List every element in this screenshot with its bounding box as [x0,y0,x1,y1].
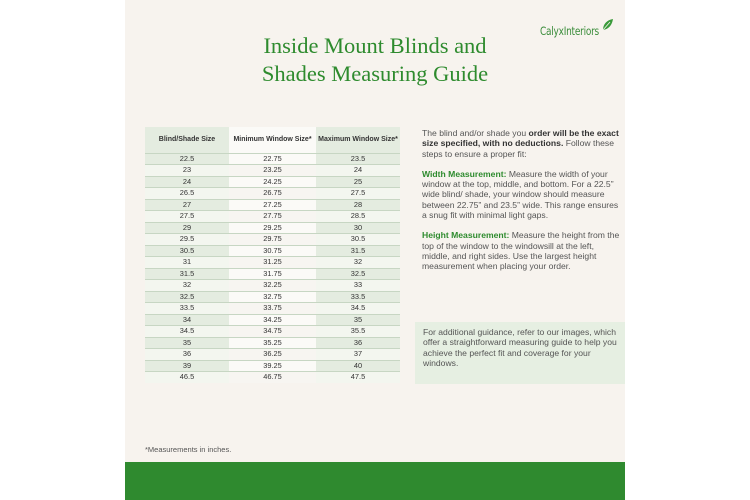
table-cell: 35.5 [316,326,400,338]
height-paragraph [422,230,620,271]
table-cell: 34.25 [229,314,316,326]
table-row [145,303,400,315]
table-cell: 36 [145,349,229,361]
table-cell: 34.75 [229,326,316,338]
table-cell: 35 [145,337,229,349]
table-cell: 34.5 [145,326,229,338]
title-line-1: Inside Mount Blinds and [263,33,487,58]
footnote: *Measurements in inches. [145,445,232,454]
table-cell: 23 [145,165,229,177]
table-cell: 40 [316,360,400,372]
header-blind-size [145,127,229,153]
table-cell: 31.5 [316,245,400,257]
table-row [145,165,400,177]
table-cell: 34.5 [316,303,400,315]
table-cell: 26.5 [145,188,229,200]
table-cell: 23.25 [229,165,316,177]
table-cell: 46.5 [145,372,229,383]
table-row [145,153,400,165]
title-line-2: Shades Measuring Guide [261,61,489,86]
table-cell: 39 [145,360,229,372]
table-cell: 33 [316,280,400,292]
table-cell: 31.5 [145,268,229,280]
table-cell: 28 [316,199,400,211]
table-cell: 27.5 [145,211,229,223]
header-max-window [316,127,400,153]
table-row [145,176,400,188]
table-cell: 30.75 [229,245,316,257]
leaf-icon [600,18,614,32]
table-row [145,257,400,269]
table-cell: 24 [145,176,229,188]
table-cell: 35 [316,314,400,326]
table-row [145,349,400,361]
table-cell: 32.25 [229,280,316,292]
logo-text: CalyxInteriors [540,24,599,38]
footer-bar [125,462,625,500]
table-cell: 24.25 [229,176,316,188]
table-cell: 29.75 [229,234,316,246]
height-heading: Height Measurement: [422,230,510,241]
table-cell: 36.25 [229,349,316,361]
table-row [145,245,400,257]
table-row [145,234,400,246]
intro-paragraph [422,128,620,159]
table-cell: 27.75 [229,211,316,223]
intro-text-end: Follow these steps to ensure a proper fit: [422,138,614,159]
table-row [145,222,400,234]
table-row [145,314,400,326]
table-cell: 34 [145,314,229,326]
table-cell: 32.5 [145,291,229,303]
table-cell: 26.75 [229,188,316,200]
table-cell: 28.5 [316,211,400,223]
table-cell: 32.75 [229,291,316,303]
table-row [145,211,400,223]
size-table [145,127,400,383]
measuring-guide-card [125,0,625,500]
table-cell: 35.25 [229,337,316,349]
width-paragraph [422,169,620,220]
table-cell: 33.75 [229,303,316,315]
table-row [145,199,400,211]
table-cell: 29.25 [229,222,316,234]
width-body: Measure the width of your window at the top, middle, and bottom. For a 22.5” wide blind/ shade, your window should measure between 22.75” and 23.5” wide. This range ensures a snug fit with minimal light gaps. [422,168,619,221]
table-cell: 32 [316,257,400,269]
table-cell: 33.5 [316,291,400,303]
table-cell: 22.75 [229,153,316,165]
intro-emphasis: order will be the exact size specified, with no deductions. [422,128,619,149]
header-label: Minimum Window Size* [233,136,312,144]
guidance-box: For additional guidance, refer to our images, which offer a straightforward measuring guide to help you achieve the perfect fit and coverage for your windows. [415,322,625,384]
table-row [145,372,400,383]
height-body: Measure the height from the top of the window to the windowsill at the left, middle, and right sides. Use the largest height measurement when placing your order. [422,230,620,272]
table-cell: 23.5 [316,153,400,165]
table-cell: 31.75 [229,268,316,280]
table-row [145,360,400,372]
table-cell: 30.5 [145,245,229,257]
table-cell: 31 [145,257,229,269]
table-cell: 39.25 [229,360,316,372]
header-min-window [229,127,316,153]
table-cell: 29 [145,222,229,234]
table-cell: 31.25 [229,257,316,269]
table-cell: 27.5 [316,188,400,200]
page-title [125,32,625,88]
table-cell: 36 [316,337,400,349]
table-cell: 30.5 [316,234,400,246]
table-cell: 37 [316,349,400,361]
table-row [145,291,400,303]
table-cell: 33.5 [145,303,229,315]
table-row [145,337,400,349]
header-label: Blind/Shade Size [158,136,216,144]
table-cell: 32 [145,280,229,292]
table-cell: 27.25 [229,199,316,211]
table-cell: 47.5 [316,372,400,383]
table-cell: 22.5 [145,153,229,165]
intro-text: The blind and/or shade you [422,128,529,138]
table-cell: 27 [145,199,229,211]
table-row [145,188,400,200]
table-cell: 24 [316,165,400,177]
table-cell: 29.5 [145,234,229,246]
width-heading: Width Measurement: [422,168,507,179]
instructions [422,128,620,282]
table-cell: 32.5 [316,268,400,280]
table-cell: 25 [316,176,400,188]
table-row [145,268,400,280]
table-cell: 30 [316,222,400,234]
table-cell: 46.75 [229,372,316,383]
table-row [145,280,400,292]
table-body [145,153,400,383]
table-header-row [145,127,400,153]
table-row [145,326,400,338]
header-label: Maximum Window Size* [318,136,398,144]
